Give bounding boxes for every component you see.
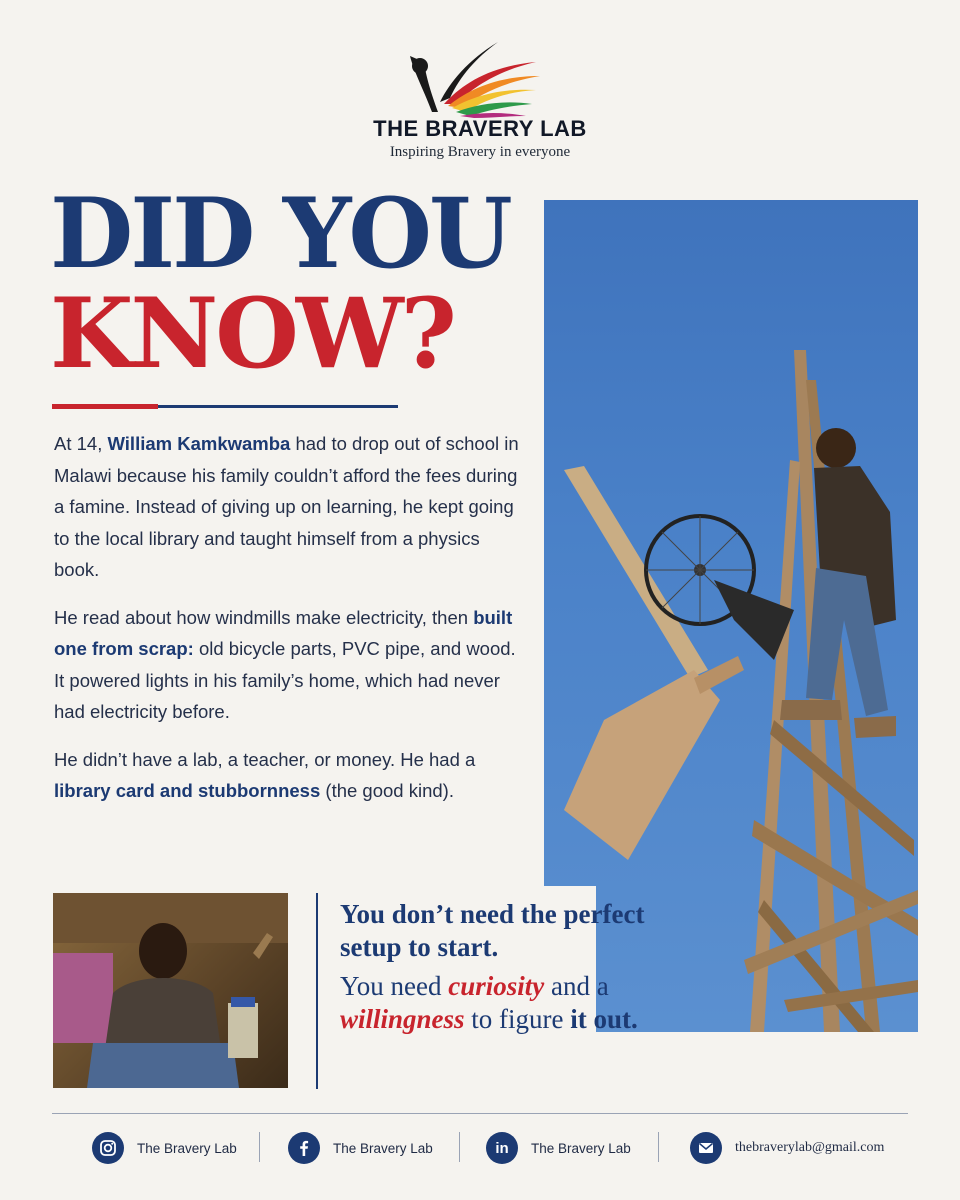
quote-emphasis-curiosity: curiosity (448, 971, 545, 1001)
quote-accent-bar (316, 893, 318, 1089)
boy-illustration (53, 893, 288, 1088)
email-icon (690, 1132, 722, 1164)
p1-text: At 14, (54, 433, 108, 454)
p3-text-rest: (the good kind). (320, 780, 454, 801)
headline-line-2: KNOW? (50, 277, 454, 390)
quote-line-1: You don’t need the perfect setup to start. (340, 899, 645, 962)
paragraph-3 (54, 744, 524, 807)
quote-text-mid: and a (544, 971, 609, 1001)
footer-separator (459, 1132, 460, 1162)
brand-name: THE BRAVERY LAB (373, 116, 587, 141)
body-copy (54, 428, 524, 823)
instagram-icon (92, 1132, 124, 1164)
footer-instagram[interactable] (92, 1128, 237, 1168)
footer-divider (52, 1113, 908, 1114)
quote-text-bold: it out. (570, 1004, 638, 1034)
p2-highlight: built one from scrap: (54, 606, 513, 659)
p2-text: He read about how windmills make electricity, then (54, 606, 474, 628)
footer-separator (259, 1132, 260, 1162)
footer-email[interactable] (690, 1128, 884, 1168)
footer-separator (658, 1132, 659, 1162)
headline-line-1: DID YOU (50, 177, 510, 290)
quote-emphasis-willingness: willingness (340, 1004, 465, 1034)
footer-facebook[interactable] (288, 1128, 433, 1168)
p3-highlight: library card and stubbornness (54, 780, 321, 801)
facebook-handle: The Bravery Lab (333, 1140, 433, 1156)
linkedin-icon (486, 1132, 518, 1164)
brand-tagline: Inspiring Bravery in everyone (389, 144, 571, 160)
paragraph-2 (54, 602, 524, 728)
divider-red (52, 404, 158, 409)
quote-line-2 (340, 970, 660, 1036)
quote-text: You need (340, 971, 449, 1001)
paragraph-1 (54, 428, 524, 586)
facebook-icon (288, 1132, 320, 1164)
quote-block (340, 898, 660, 1036)
linkedin-glyph: in (495, 1139, 509, 1157)
quote-text-post: to figure (464, 1004, 571, 1034)
p1-text-rest: had to drop out of school in Malawi because his family couldn’t afford the fees during a famine. Instead of giving up on learning, he kept going to the local library and taught himself from a physics book. (54, 433, 519, 580)
p3-text: He didn’t have a lab, a teacher, or money. He had a (54, 748, 476, 770)
p1-highlight: William Kamkwamba (107, 433, 291, 454)
bravery-lab-logo-icon (404, 32, 544, 118)
p2-text-rest: old bicycle parts, PVC pipe, and wood. It powered lights in his family’s home, which had never had electricity before. (54, 638, 516, 722)
email-address[interactable]: thebraverylab@gmail.com (735, 1140, 885, 1155)
boy-with-battery-photo (53, 893, 288, 1088)
instagram-handle: The Bravery Lab (137, 1140, 237, 1156)
footer-linkedin[interactable] (486, 1128, 631, 1168)
divider-blue (158, 405, 398, 408)
linkedin-handle: The Bravery Lab (531, 1140, 631, 1156)
